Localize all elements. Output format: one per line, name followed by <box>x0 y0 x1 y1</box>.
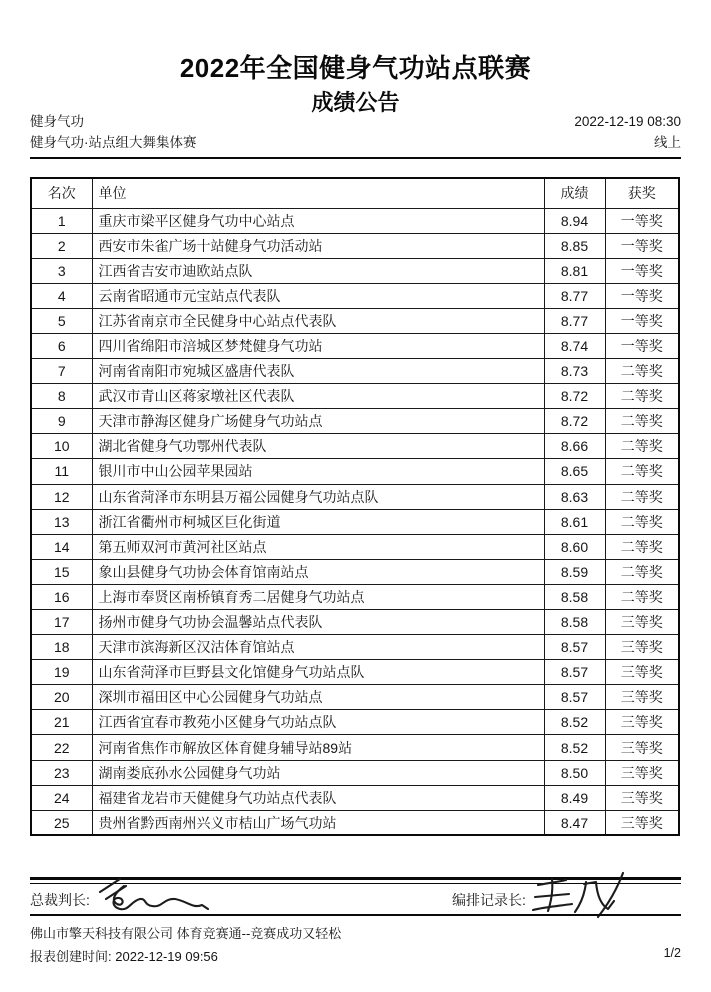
unit-cell: 河南省焦作市解放区体育健身辅导站89站 <box>92 735 544 760</box>
award-cell: 三等奖 <box>605 735 679 760</box>
score-cell: 8.52 <box>544 710 605 735</box>
score-cell: 8.77 <box>544 308 605 333</box>
recorder-signature-icon <box>530 870 640 920</box>
score-cell: 8.72 <box>544 409 605 434</box>
table-row <box>31 208 679 233</box>
unit-cell: 天津市静海区健身广场健身气功站点 <box>92 409 544 434</box>
rank-cell: 25 <box>31 810 92 835</box>
score-cell: 8.66 <box>544 434 605 459</box>
award-cell: 二等奖 <box>605 509 679 534</box>
unit-cell: 浙江省衢州市柯城区巨化街道 <box>92 509 544 534</box>
report-time-label: 报表创建时间: <box>30 949 112 964</box>
score-cell: 8.50 <box>544 760 605 785</box>
unit-cell: 象山县健身气功协会体育馆南站点 <box>92 559 544 584</box>
rank-column-header: 名次 <box>31 178 92 208</box>
table-row <box>31 308 679 333</box>
award-cell: 三等奖 <box>605 760 679 785</box>
event-datetime: 2022-12-19 08:30 <box>574 114 681 129</box>
page-title: 2022年全国健身气功站点联赛 <box>179 53 532 83</box>
table-row <box>31 484 679 509</box>
award-cell: 一等奖 <box>605 283 679 308</box>
table-row <box>31 584 679 609</box>
award-cell: 一等奖 <box>605 333 679 358</box>
award-cell: 三等奖 <box>605 610 679 635</box>
unit-cell: 云南省昭通市元宝站点代表队 <box>92 283 544 308</box>
signature-band <box>30 880 681 914</box>
unit-cell: 山东省菏泽市东明县万福公园健身气功站点队 <box>92 484 544 509</box>
table-row <box>31 333 679 358</box>
rank-cell: 8 <box>31 384 92 409</box>
award-cell: 二等奖 <box>605 484 679 509</box>
rank-cell: 22 <box>31 735 92 760</box>
table-row <box>31 258 679 283</box>
award-cell: 三等奖 <box>605 685 679 710</box>
score-cell: 8.49 <box>544 785 605 810</box>
table-row <box>31 710 679 735</box>
unit-cell: 四川省绵阳市涪城区梦梵健身气功站 <box>92 333 544 358</box>
unit-cell: 武汉市青山区蒋家墩社区代表队 <box>92 384 544 409</box>
unit-cell: 天津市滨海新区汉沽体育馆站点 <box>92 635 544 660</box>
award-cell: 二等奖 <box>605 409 679 434</box>
award-cell: 二等奖 <box>605 534 679 559</box>
table-row <box>31 610 679 635</box>
table-row <box>31 635 679 660</box>
award-cell: 一等奖 <box>605 308 679 333</box>
score-cell: 8.77 <box>544 283 605 308</box>
page-number: 1/2 <box>663 946 681 960</box>
award-column-header: 获奖 <box>605 178 679 208</box>
unit-cell: 江西省宜春市教苑小区健身气功站点队 <box>92 710 544 735</box>
rank-cell: 9 <box>31 409 92 434</box>
page-subtitle: 成绩公告 <box>311 90 400 115</box>
report-time-value: 2022-12-19 09:56 <box>115 949 218 964</box>
award-cell: 二等奖 <box>605 384 679 409</box>
table-row <box>31 810 679 835</box>
report-time <box>30 946 218 965</box>
score-cell: 8.74 <box>544 333 605 358</box>
rank-cell: 16 <box>31 584 92 609</box>
score-cell: 8.63 <box>544 484 605 509</box>
rank-cell: 12 <box>31 484 92 509</box>
score-cell: 8.73 <box>544 359 605 384</box>
rank-cell: 4 <box>31 283 92 308</box>
score-cell: 8.94 <box>544 208 605 233</box>
score-cell: 8.85 <box>544 233 605 258</box>
award-cell: 三等奖 <box>605 660 679 685</box>
score-cell: 8.65 <box>544 459 605 484</box>
rank-cell: 11 <box>31 459 92 484</box>
rank-cell: 17 <box>31 610 92 635</box>
rank-cell: 7 <box>31 359 92 384</box>
meta-row-2 <box>30 132 681 153</box>
score-cell: 8.72 <box>544 384 605 409</box>
event-meta <box>30 111 681 159</box>
score-cell: 8.52 <box>544 735 605 760</box>
table-row <box>31 534 679 559</box>
rank-cell: 18 <box>31 635 92 660</box>
award-cell: 三等奖 <box>605 810 679 835</box>
table-row <box>31 509 679 534</box>
rank-cell: 13 <box>31 509 92 534</box>
meta-row-1 <box>30 111 681 132</box>
award-cell: 三等奖 <box>605 785 679 810</box>
table-row <box>31 359 679 384</box>
unit-cell: 江苏省南京市全民健身中心站点代表队 <box>92 308 544 333</box>
unit-cell: 深圳市福田区中心公园健身气功站点 <box>92 685 544 710</box>
table-row <box>31 785 679 810</box>
unit-cell: 贵州省黔西南州兴义市桔山广场气功站 <box>92 810 544 835</box>
award-cell: 二等奖 <box>605 559 679 584</box>
unit-cell: 上海市奉贤区南桥镇育秀二居健身气功站点 <box>92 584 544 609</box>
score-cell: 8.57 <box>544 660 605 685</box>
score-cell: 8.61 <box>544 509 605 534</box>
table-row <box>31 409 679 434</box>
unit-cell: 河南省南阳市宛城区盛唐代表队 <box>92 359 544 384</box>
event-detail: 健身气功·站点组大舞集体赛 <box>30 135 197 150</box>
unit-cell: 山东省菏泽市巨野县文化馆健身气功站点队 <box>92 660 544 685</box>
table-row <box>31 384 679 409</box>
company-info: 佛山市擎天科技有限公司 体育竞赛通--竞赛成功又轻松 <box>30 926 342 941</box>
table-row <box>31 685 679 710</box>
chief-referee-signature-icon <box>94 874 212 918</box>
table-row <box>31 233 679 258</box>
score-cell: 8.59 <box>544 559 605 584</box>
score-cell: 8.60 <box>544 534 605 559</box>
score-cell: 8.81 <box>544 258 605 283</box>
unit-cell: 扬州市健身气功协会温馨站点代表队 <box>92 610 544 635</box>
award-cell: 二等奖 <box>605 359 679 384</box>
table-row <box>31 434 679 459</box>
table-row <box>31 735 679 760</box>
award-cell: 一等奖 <box>605 208 679 233</box>
score-cell: 8.58 <box>544 610 605 635</box>
score-cell: 8.57 <box>544 635 605 660</box>
rank-cell: 3 <box>31 258 92 283</box>
recorder-label: 编排记录长: <box>452 892 526 908</box>
rank-cell: 6 <box>31 333 92 358</box>
rank-cell: 1 <box>31 208 92 233</box>
table-header-row <box>31 178 679 208</box>
unit-cell: 银川市中山公园苹果园站 <box>92 459 544 484</box>
rank-cell: 5 <box>31 308 92 333</box>
results-table <box>30 177 680 836</box>
award-cell: 三等奖 <box>605 710 679 735</box>
rank-cell: 23 <box>31 760 92 785</box>
unit-cell: 湖北省健身气功鄂州代表队 <box>92 434 544 459</box>
table-row <box>31 559 679 584</box>
table-row <box>31 760 679 785</box>
results-table-wrap <box>30 177 678 836</box>
unit-cell: 江西省吉安市迪欧站点队 <box>92 258 544 283</box>
table-row <box>31 660 679 685</box>
divider-rule-bottom <box>30 914 681 916</box>
award-cell: 二等奖 <box>605 584 679 609</box>
unit-cell: 西安市朱雀广场十站健身气功活动站 <box>92 233 544 258</box>
award-cell: 二等奖 <box>605 434 679 459</box>
rank-cell: 14 <box>31 534 92 559</box>
rank-cell: 19 <box>31 660 92 685</box>
award-cell: 二等奖 <box>605 459 679 484</box>
chief-referee-label: 总裁判长: <box>30 892 90 908</box>
score-column-header: 成绩 <box>544 178 605 208</box>
unit-cell: 湖南娄底孙水公园健身气功站 <box>92 760 544 785</box>
award-cell: 三等奖 <box>605 635 679 660</box>
award-cell: 一等奖 <box>605 258 679 283</box>
unit-cell: 第五师双河市黄河社区站点 <box>92 534 544 559</box>
rank-cell: 15 <box>31 559 92 584</box>
rank-cell: 24 <box>31 785 92 810</box>
score-cell: 8.57 <box>544 685 605 710</box>
table-row <box>31 283 679 308</box>
report-info-row <box>30 946 681 965</box>
award-cell: 一等奖 <box>605 233 679 258</box>
unit-column-header: 单位 <box>92 178 544 208</box>
score-cell: 8.58 <box>544 584 605 609</box>
unit-cell: 福建省龙岩市天健健身气功站点代表队 <box>92 785 544 810</box>
unit-cell: 重庆市梁平区健身气功中心站点 <box>92 208 544 233</box>
results-table-body <box>31 208 679 835</box>
score-cell: 8.47 <box>544 810 605 835</box>
event-name: 健身气功 <box>30 114 84 129</box>
table-row <box>31 459 679 484</box>
event-venue: 线上 <box>654 135 681 150</box>
rank-cell: 20 <box>31 685 92 710</box>
rank-cell: 2 <box>31 233 92 258</box>
rank-cell: 21 <box>31 710 92 735</box>
rank-cell: 10 <box>31 434 92 459</box>
